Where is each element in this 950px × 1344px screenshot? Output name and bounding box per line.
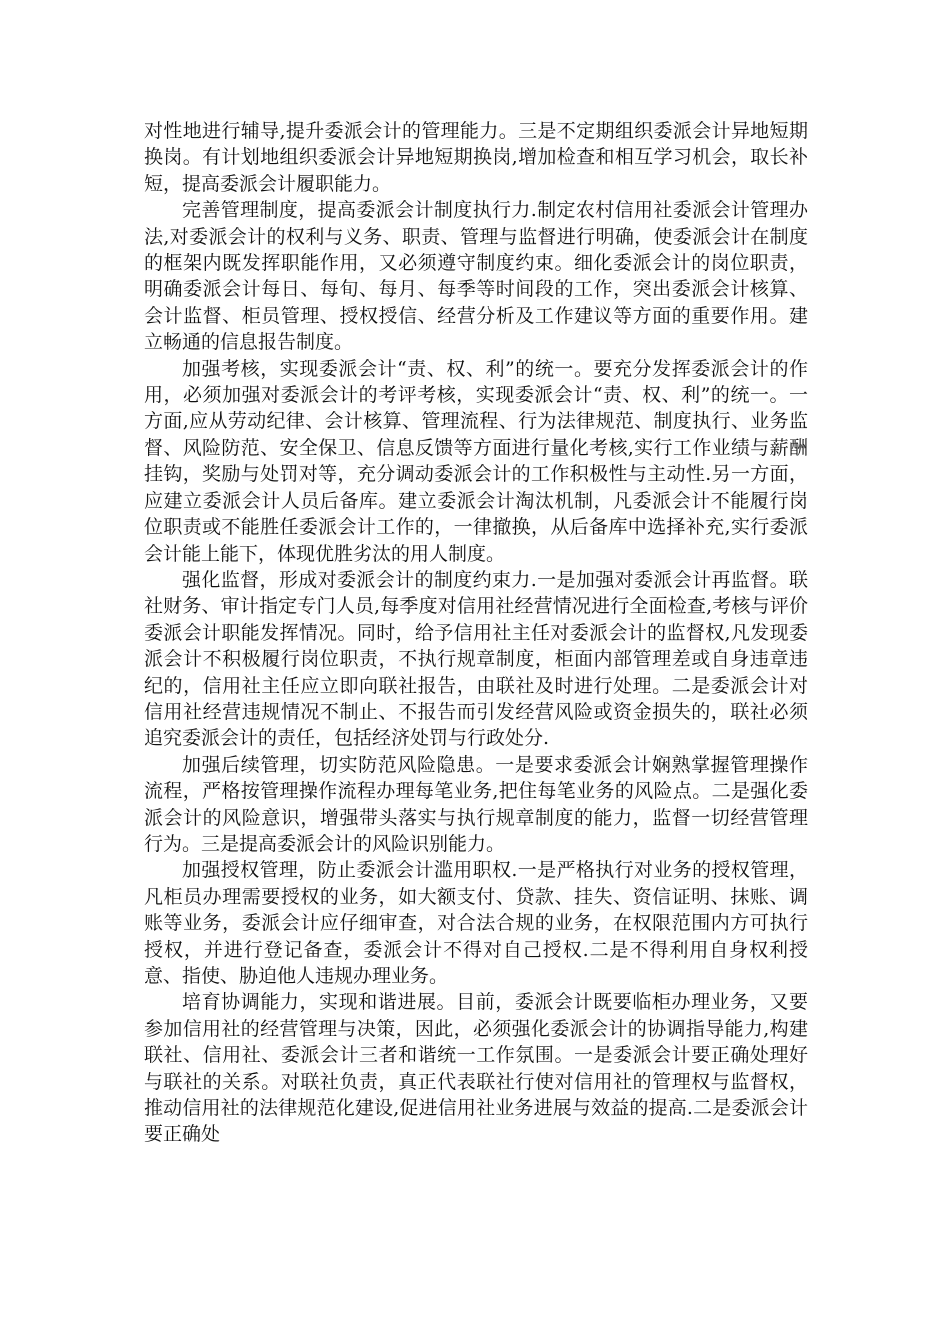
paragraph-authorization: 加强授权管理，防止委派会计滥用职权.一是严格执行对业务的授权管理，凡柜员办理需要授权的业务，如大额支付、贷款、挂失、资信证明、抹账、调账等业务，委派会计应仔细审查，对合法合规的业务，在权限范围内方可执行授权，并进行登记备查，委派会计不得对自己授权.二是不得利用自身权利授意、指使、胁迫他人违规办理业务。	[144, 859, 808, 987]
paragraph-management-system: 完善管理制度，提高委派会计制度执行力.制定农村信用社委派会计管理办法,对委派会计的权利与义务、职责、管理与监督进行明确，使委派会计在制度的框架内既发挥职能作用，又必须遵守制度约束。细化委派会计的岗位职责，明确委派会计每日、每旬、每月、每季等时间段的工作，突出委派会计核算、会计监督、柜员管理、授权授信、经营分析及工作建议等方面的重要作用。建立畅通的信息报告制度。	[144, 199, 808, 354]
paragraph-coordination: 培育协调能力，实现和谐进展。目前，委派会计既要临柜办理业务，又要参加信用社的经营管理与决策，因此，必须强化委派会计的协调指导能力,构建联社、信用社、委派会计三者和谐统一工作氛围。一是委派会计要正确处理好与联社的关系。对联社负责，真正代表联社行使对信用社的管理权与监督权，推动信用社的法律规范化建设,促进信用社业务进展与效益的提高.二是委派会计要正确处	[144, 991, 808, 1146]
paragraph-rotation-continued: 对性地进行辅导,提升委派会计的管理能力。三是不定期组织委派会计异地短期换岗。有计划地组织委派会计异地短期换岗,增加检查和相互学习机会，取长补短，提高委派会计履职能力。	[144, 120, 808, 195]
paragraph-risk-management: 加强后续管理，切实防范风险隐患。一是要求委派会计娴熟掌握管理操作流程，严格按管理操作流程办理每笔业务,把住每笔业务的风险点。二是强化委派会计的风险意识，增强带头落实与执行规章制度的能力，监督一切经营管理行为。三是提高委派会计的风险识别能力。	[144, 753, 808, 855]
document-body	[144, 118, 808, 1148]
paragraph-supervision: 强化监督，形成对委派会计的制度约束力.一是加强对委派会计再监督。联社财务、审计指定专门人员,每季度对信用社经营情况进行全面检查,考核与评价委派会计职能发挥情况。同时，给予信用社主任对委派会计的监督权,凡发现委派会计不积极履行岗位职责，不执行规章制度，柜面内部管理差或自身违章违纪的，信用社主任应立即向联社报告，由联社及时进行处理。二是委派会计对信用社经营违规情况不制止、不报告而引发经营风险或资金损失的，联社必须追究委派会计的责任，包括经济处罚与行政处分.	[144, 568, 808, 750]
paragraph-assessment: 加强考核，实现委派会计“责、权、利”的统一。要充分发挥委派会计的作用，必须加强对委派会计的考评考核，实现委派会计“责、权、利”的统一。一方面,应从劳动纪律、会计核算、管理流程、行为法律规范、制度执行、业务监督、风险防范、安全保卫、信息反馈等方面进行量化考核,实行工作业绩与薪酬挂钩，奖励与处罚对等，充分调动委派会计的工作积极性与主动性.另一方面，应建立委派会计人员后备库。建立委派会计淘汰机制，凡委派会计不能履行岗位职责或不能胜任委派会计工作的，一律撤换，从后备库中选择补充,实行委派会计能上能下，体现优胜劣汰的用人制度。	[144, 357, 808, 565]
